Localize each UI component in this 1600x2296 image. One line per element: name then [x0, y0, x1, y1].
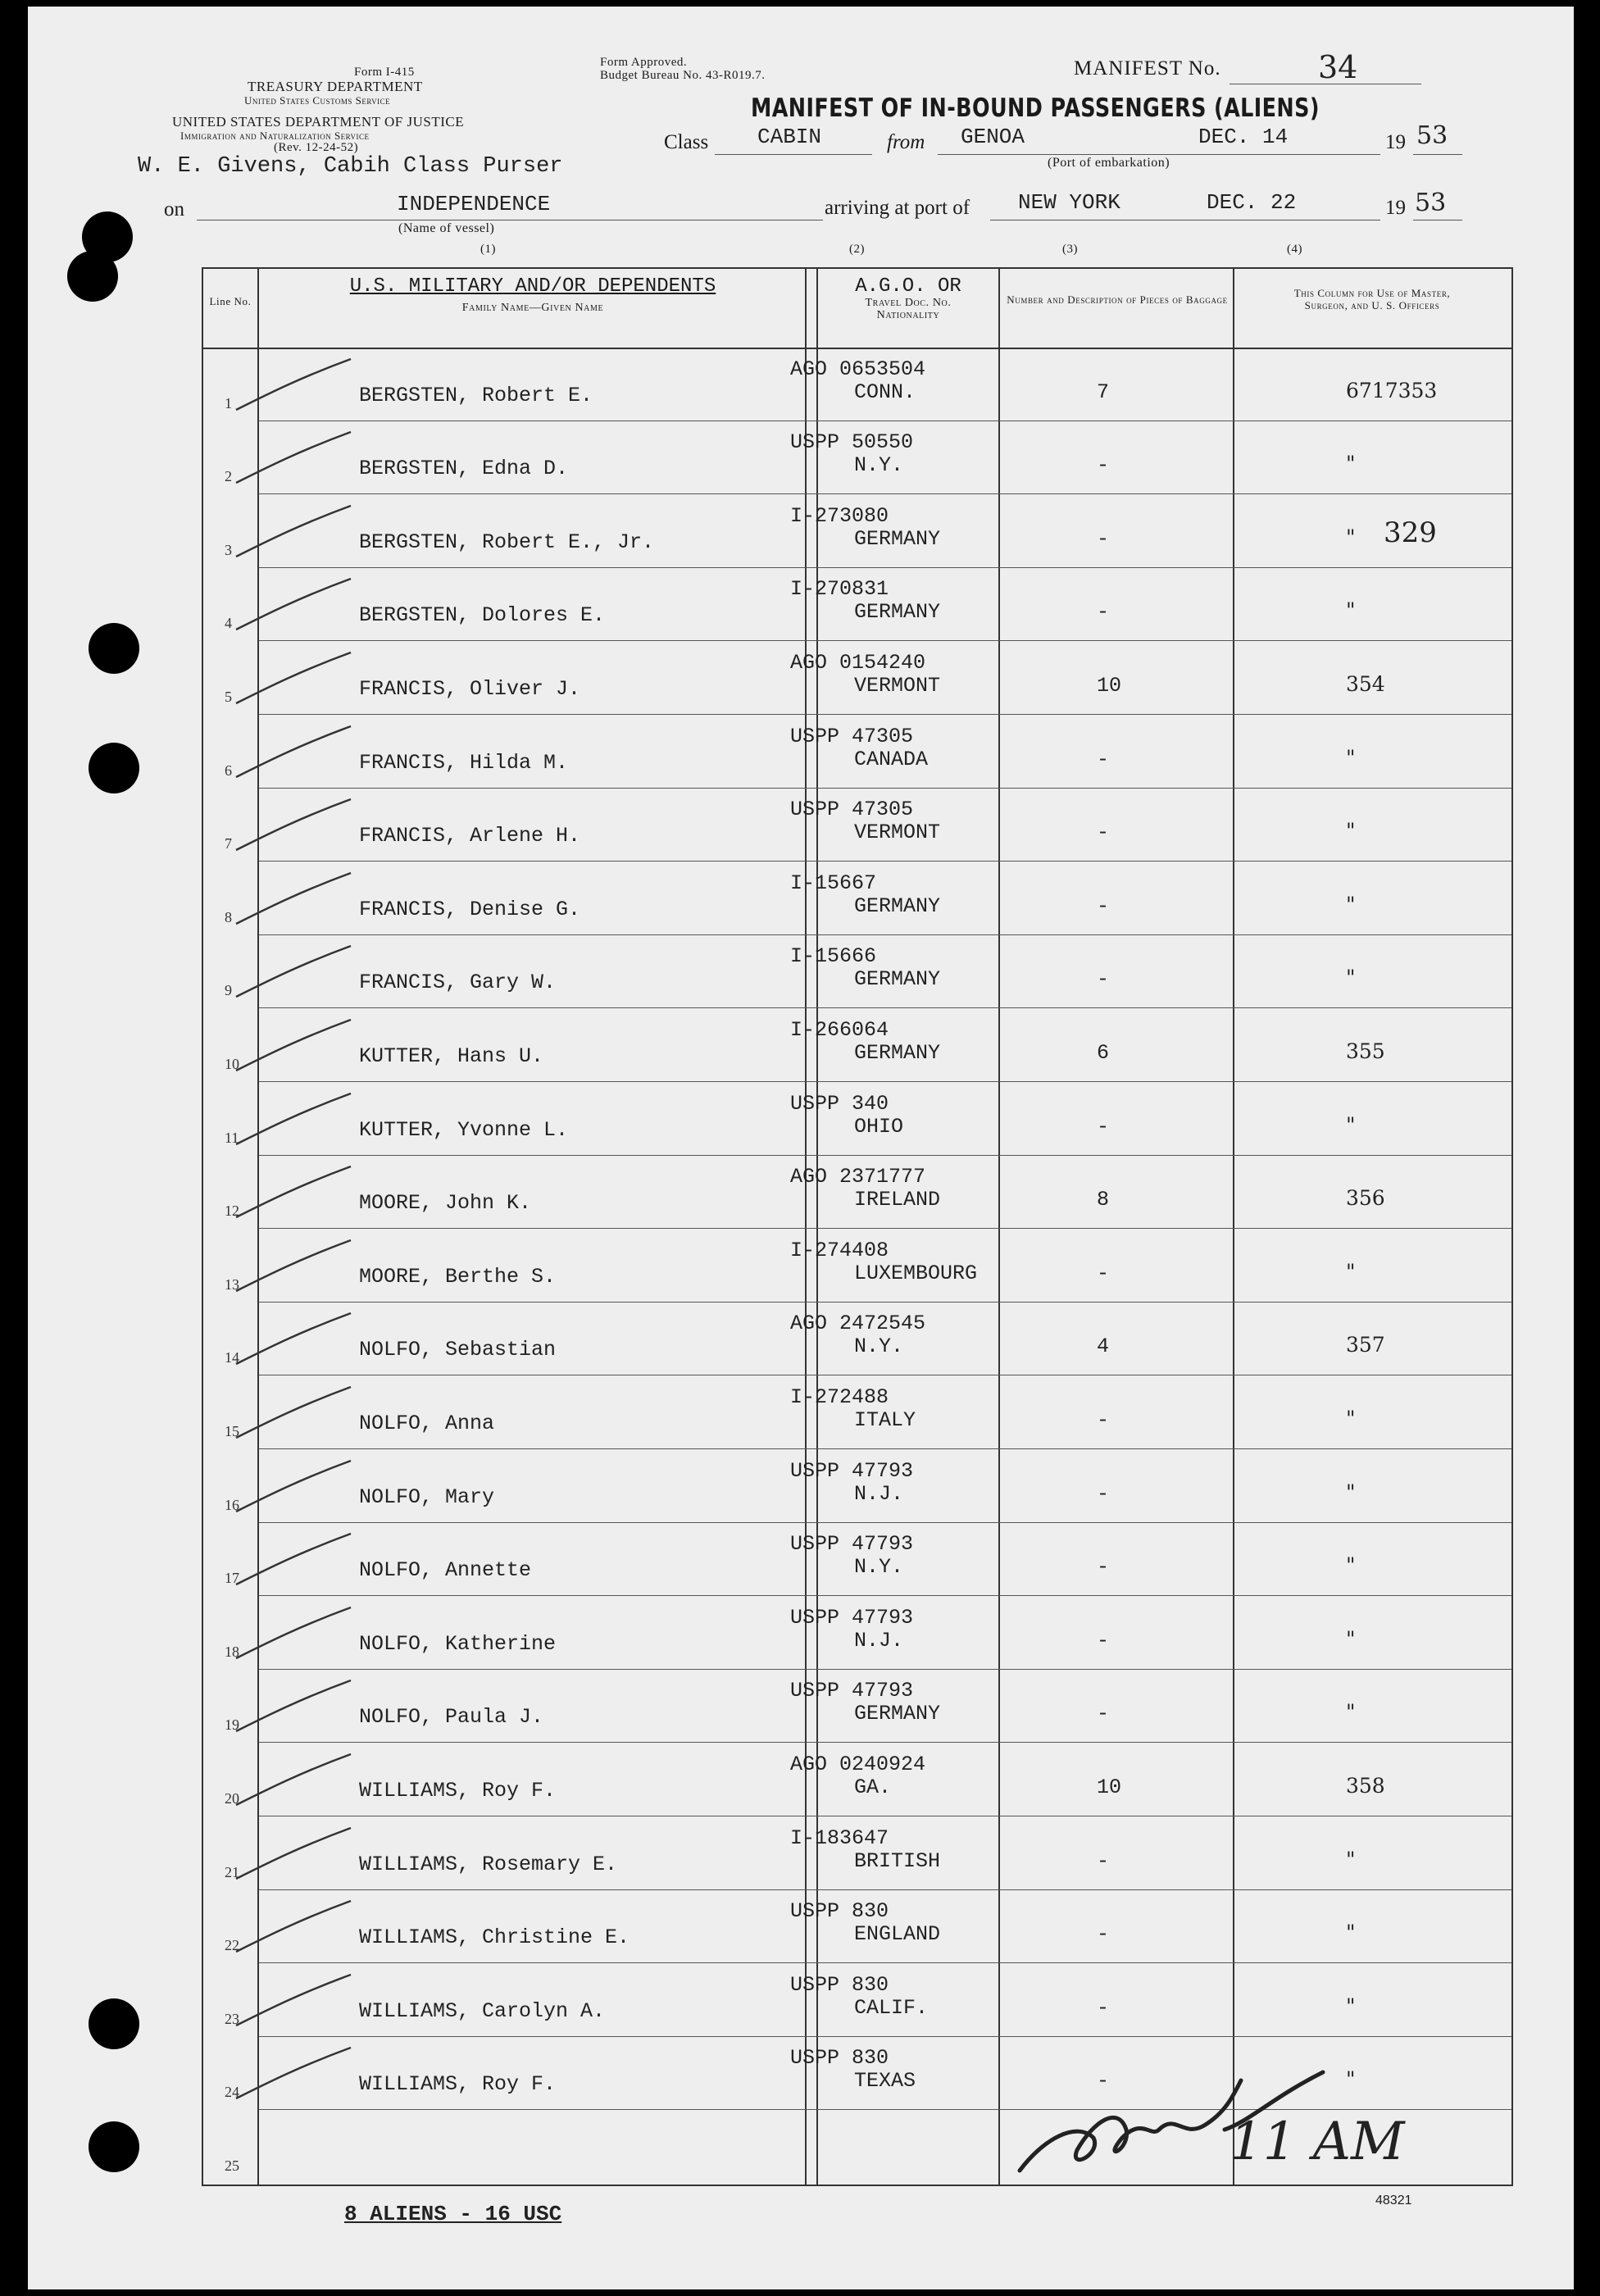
passenger-name: WILLIAMS, Rosemary E.: [359, 1852, 618, 1876]
table-row: [203, 1816, 1511, 1890]
header-col4: This Column for Use of Master, Surgeon, and U. S. Officers: [1293, 287, 1451, 311]
passenger-name: FRANCIS, Oliver J.: [359, 676, 581, 701]
travel-doc-no: AGO 2472545: [790, 1312, 926, 1336]
punch-hole-icon: [89, 2121, 139, 2172]
officer-column: ": [1346, 1480, 1356, 1504]
passenger-name: NOLFO, Anna: [359, 1411, 495, 1435]
table-row: [203, 1523, 1511, 1597]
baggage-count: -: [1097, 1261, 1110, 1285]
table-row: [203, 1156, 1511, 1230]
passenger-name: NOLFO, Annette: [359, 1558, 532, 1583]
line-number: 22: [225, 1937, 239, 1954]
passenger-name: WILLIAMS, Roy F.: [359, 2072, 557, 2097]
passenger-table: [202, 267, 1513, 2186]
travel-doc-no: USPP 47793: [790, 1679, 914, 1703]
passenger-name: BERGSTEN, Robert E.: [359, 383, 593, 407]
passenger-name: NOLFO, Katherine: [359, 1631, 557, 1656]
officer-column: ": [1346, 892, 1356, 916]
baggage-count: -: [1097, 1702, 1110, 1726]
officer-column: 354: [1346, 671, 1385, 696]
travel-doc-no: USPP 830: [790, 1899, 889, 1924]
line-number: 20: [225, 1789, 239, 1807]
line-number: 7: [225, 835, 232, 852]
line-number: 3: [225, 541, 232, 558]
nationality: N.Y.: [854, 453, 904, 478]
nationality: BRITISH: [854, 1848, 941, 1873]
embark-year-prefix: 19: [1385, 131, 1406, 153]
baggage-count: -: [1097, 967, 1110, 992]
passenger-name: NOLFO, Mary: [359, 1484, 495, 1509]
officer-column: ": [1346, 1847, 1356, 1871]
line-number: 24: [225, 2084, 239, 2101]
baggage-count: 10: [1097, 1775, 1122, 1799]
line-number: 17: [225, 1570, 239, 1587]
nationality: GERMANY: [854, 893, 941, 918]
travel-doc-no: AGO 0653504: [790, 357, 926, 381]
officer-column: 355: [1346, 1039, 1385, 1063]
nationality: GERMANY: [854, 1702, 941, 1726]
baggage-count: -: [1097, 1848, 1110, 1873]
travel-doc-no: USPP 830: [790, 2046, 889, 2071]
line-number: 12: [225, 1203, 239, 1220]
manifest-page: [28, 7, 1574, 2289]
officer-column: ": [1346, 1700, 1356, 1725]
baggage-count: 8: [1097, 1188, 1110, 1212]
passenger-name: FRANCIS, Arlene H.: [359, 824, 581, 848]
nationality: GERMANY: [854, 1040, 941, 1065]
arriving-label: arriving at port of: [825, 197, 970, 219]
port-embark-caption: (Port of embarkation): [1048, 156, 1170, 170]
class-value: CABIN: [757, 125, 822, 149]
header-col2-title: A.G.O. OR: [855, 275, 961, 298]
passenger-name: BERGSTEN, Robert E., Jr.: [359, 530, 655, 554]
check-mark-icon: [228, 646, 359, 712]
line-number: 5: [225, 688, 232, 705]
table-row: [203, 1670, 1511, 1744]
travel-doc-no: I-183647: [790, 1825, 889, 1850]
check-mark-icon: [228, 1527, 359, 1593]
table-row: [203, 1449, 1511, 1523]
officer-column: ": [1346, 1921, 1356, 1945]
table-row: [203, 421, 1511, 495]
budget-bureau: Budget Bureau No. 43-R019.7.: [600, 69, 766, 82]
officer-column: ": [1346, 966, 1356, 990]
officer-column: ": [1346, 1626, 1356, 1651]
nationality: N.J.: [854, 1628, 904, 1653]
officer-column: ": [1346, 1553, 1356, 1578]
officer-column: ": [1346, 2067, 1356, 2092]
passenger-name: BERGSTEN, Edna D.: [359, 457, 569, 481]
line-number: 2: [225, 468, 232, 485]
header-col1-title: U.S. MILITARY AND/OR DEPENDENTS: [349, 275, 716, 298]
line-number: 9: [225, 982, 232, 999]
table-row: [203, 1596, 1511, 1670]
header-col1-sub: Family Name—Given Name: [461, 302, 604, 314]
margin-number: 329: [1384, 516, 1437, 549]
baggage-count: -: [1097, 600, 1110, 625]
travel-doc-no: AGO 2371777: [790, 1165, 926, 1189]
baggage-count: -: [1097, 747, 1110, 771]
baggage-count: -: [1097, 821, 1110, 845]
line-number: 11: [225, 1129, 239, 1146]
passenger-name: WILLIAMS, Roy F.: [359, 1778, 557, 1803]
arrival-port: NEW YORK: [1018, 190, 1120, 215]
passenger-name: KUTTER, Hans U.: [359, 1043, 544, 1068]
vessel-name: INDEPENDENCE: [397, 192, 551, 216]
check-mark-icon: [228, 1821, 359, 1887]
travel-doc-no: USPP 47793: [790, 1532, 914, 1557]
travel-doc-no: USPP 340: [790, 1091, 889, 1116]
baggage-count: -: [1097, 1407, 1110, 1432]
nationality: TEXAS: [854, 2069, 916, 2094]
vessel-caption: (Name of vessel): [398, 221, 495, 235]
manifest-no-label: MANIFEST No.: [1074, 57, 1221, 80]
check-mark-icon: [228, 499, 359, 565]
serial-number: 48321: [1375, 2194, 1412, 2207]
line-number: 14: [225, 1349, 239, 1366]
baggage-count: 7: [1097, 380, 1110, 404]
table-row: [203, 1303, 1511, 1376]
officer-column: ": [1346, 598, 1356, 623]
nationality: LUXEMBOURG: [854, 1261, 978, 1285]
baggage-count: -: [1097, 1628, 1110, 1653]
passenger-name: FRANCIS, Gary W.: [359, 971, 557, 995]
baggage-count: -: [1097, 1922, 1110, 1947]
officer-column: 6717353: [1346, 378, 1438, 402]
line-number: 10: [225, 1055, 239, 1072]
treasury-dept: TREASURY DEPARTMENT: [248, 79, 423, 94]
check-mark-icon: [228, 1454, 359, 1520]
embark-date: DEC. 14: [1198, 125, 1289, 149]
check-mark-icon: [228, 425, 359, 491]
travel-doc-no: I-270831: [790, 577, 889, 602]
arrival-year-prefix: 19: [1385, 197, 1406, 219]
from-label: from: [887, 131, 925, 153]
officer-column: ": [1346, 1994, 1356, 2018]
baggage-count: -: [1097, 2069, 1110, 2094]
line-number: 13: [225, 1275, 239, 1293]
travel-doc-no: I-266064: [790, 1017, 889, 1042]
table-row: [203, 862, 1511, 935]
manifest-title: MANIFEST OF IN-BOUND PASSENGERS (ALIENS): [751, 93, 1320, 123]
travel-doc-no: USPP 47305: [790, 798, 914, 822]
line-number: 18: [225, 1643, 239, 1660]
passenger-name: BERGSTEN, Dolores E.: [359, 603, 606, 628]
check-mark-icon: [228, 1601, 359, 1666]
officer-column: 358: [1346, 1773, 1385, 1798]
travel-doc-no: USPP 47305: [790, 724, 914, 748]
nationality: VERMONT: [854, 673, 941, 698]
officer-column: ": [1346, 525, 1356, 549]
travel-doc-no: I-274408: [790, 1238, 889, 1262]
passenger-name: MOORE, Berthe S.: [359, 1264, 557, 1289]
footer-note: 8 ALIENS - 16 USC: [344, 2202, 562, 2226]
baggage-count: -: [1097, 526, 1110, 551]
officer-column: ": [1346, 1406, 1356, 1430]
line-number: 23: [225, 2010, 239, 2027]
col-num-4: (4): [1287, 243, 1302, 256]
form-approved: Form Approved.: [600, 56, 688, 69]
table-row: [203, 1890, 1511, 1964]
nationality: CALIF.: [854, 1995, 929, 2020]
handwritten-time: 11 AM: [1230, 2112, 1405, 2172]
baggage-count: 10: [1097, 673, 1122, 698]
check-mark-icon: [228, 1380, 359, 1446]
nationality: CANADA: [854, 747, 929, 771]
baggage-count: -: [1097, 893, 1110, 918]
baggage-count: -: [1097, 1995, 1110, 2020]
check-mark-icon: [228, 1234, 359, 1299]
travel-doc-no: I-15667: [790, 871, 877, 895]
baggage-count: -: [1097, 1481, 1110, 1506]
passenger-name: NOLFO, Sebastian: [359, 1338, 557, 1362]
line-number: 6: [225, 762, 232, 779]
travel-doc-no: USPP 47793: [790, 1605, 914, 1630]
nationality: GERMANY: [854, 526, 941, 551]
header-col2-sub: Travel Doc. No. Nationality: [865, 297, 952, 321]
officer-column: ": [1346, 819, 1356, 843]
table-row: [203, 348, 1511, 421]
travel-doc-no: I-272488: [790, 1384, 889, 1409]
punch-hole-icon: [67, 251, 118, 302]
passenger-name: FRANCIS, Denise G.: [359, 897, 581, 921]
embark-port: GENOA: [961, 125, 1025, 149]
line-number: 4: [225, 615, 232, 632]
officer-column: ": [1346, 1259, 1356, 1284]
passenger-name: WILLIAMS, Christine E.: [359, 1925, 630, 1950]
check-mark-icon: [228, 572, 359, 638]
travel-doc-no: AGO 0240924: [790, 1752, 926, 1776]
travel-doc-no: AGO 0154240: [790, 650, 926, 675]
passenger-name: NOLFO, Paula J.: [359, 1705, 544, 1730]
check-mark-icon: [228, 939, 359, 1005]
table-row: [203, 641, 1511, 715]
check-mark-icon: [228, 1748, 359, 1813]
table-row: [203, 568, 1511, 642]
nationality: GERMANY: [854, 967, 941, 992]
nationality: ITALY: [854, 1407, 916, 1432]
class-label: Class: [664, 131, 709, 153]
travel-doc-no: USPP 50550: [790, 430, 914, 455]
table-row: [203, 715, 1511, 789]
table-row: [203, 1008, 1511, 1082]
form-revision: (Rev. 12-24-52): [274, 141, 359, 154]
header-line-no: Line No.: [209, 295, 252, 307]
line-number: 8: [225, 908, 232, 925]
nationality: OHIO: [854, 1114, 904, 1139]
col-num-2: (2): [849, 243, 865, 256]
line-number: 25: [225, 2157, 239, 2174]
table-row: [203, 1375, 1511, 1449]
officer-column: ": [1346, 745, 1356, 770]
table-row: [203, 1743, 1511, 1816]
punch-hole-icon: [89, 1998, 139, 2049]
form-number: Form I-415: [354, 66, 415, 79]
nationality: VERMONT: [854, 821, 941, 845]
table-row: [203, 1082, 1511, 1156]
check-mark-icon: [228, 793, 359, 858]
punch-hole-icon: [89, 743, 139, 793]
check-mark-icon: [228, 1307, 359, 1372]
officer-column: ": [1346, 452, 1356, 476]
arrival-year: 53: [1415, 189, 1447, 217]
customs-service: United States Customs Service: [244, 94, 391, 107]
nationality: IRELAND: [854, 1188, 941, 1212]
col-num-3: (3): [1062, 243, 1078, 256]
line-number: 1: [225, 394, 232, 411]
col-num-1: (1): [480, 243, 496, 256]
line-number: 21: [225, 1863, 239, 1880]
check-mark-icon: [228, 1160, 359, 1225]
line-number: 19: [225, 1716, 239, 1734]
table-row: [203, 935, 1511, 1009]
passenger-name: FRANCIS, Hilda M.: [359, 750, 569, 775]
header-col3: Number and Description of Pieces of Baggage: [1007, 293, 1228, 306]
nationality: CONN.: [854, 380, 916, 404]
officer-column: ": [1346, 1112, 1356, 1137]
passenger-name: MOORE, John K.: [359, 1191, 532, 1216]
manifest-no-value: 34: [1318, 49, 1358, 85]
check-mark-icon: [228, 2041, 359, 2107]
nationality: GA.: [854, 1775, 892, 1799]
line-number: 16: [225, 1496, 239, 1513]
justice-dept: UNITED STATES DEPARTMENT OF JUSTICE: [172, 114, 465, 130]
nationality: ENGLAND: [854, 1922, 941, 1947]
officer-column: 357: [1346, 1333, 1385, 1357]
nationality: N.Y.: [854, 1334, 904, 1359]
travel-doc-no: I-15666: [790, 944, 877, 969]
baggage-count: -: [1097, 453, 1110, 478]
passenger-name: WILLIAMS, Carolyn A.: [359, 1998, 606, 2023]
check-mark-icon: [228, 1674, 359, 1739]
passenger-name: KUTTER, Yvonne L.: [359, 1117, 569, 1142]
check-mark-icon: [228, 1013, 359, 1079]
table-row: [203, 494, 1511, 568]
check-mark-icon: [228, 866, 359, 932]
table-row: [203, 1963, 1511, 2037]
officer-column: 356: [1346, 1186, 1385, 1211]
officer-signature: [979, 2048, 1389, 2203]
travel-doc-no: USPP 830: [790, 1972, 889, 1997]
arrival-date: DEC. 22: [1207, 190, 1297, 215]
nationality: N.Y.: [854, 1555, 904, 1580]
table-row: [203, 1229, 1511, 1303]
ins-name: Immigration and Naturalization Service: [180, 130, 370, 142]
embark-year: 53: [1416, 121, 1448, 150]
check-mark-icon: [228, 352, 359, 418]
baggage-count: 6: [1097, 1040, 1110, 1065]
punch-hole-icon: [89, 623, 139, 674]
purser-name: W. E. Givens, Cabih Class Purser: [138, 154, 563, 179]
table-row: [203, 789, 1511, 862]
baggage-count: -: [1097, 1555, 1110, 1580]
on-label: on: [164, 198, 184, 221]
check-mark-icon: [228, 1968, 359, 2034]
check-mark-icon: [228, 1894, 359, 1960]
check-mark-icon: [228, 720, 359, 785]
line-number: 15: [225, 1422, 239, 1439]
travel-doc-no: I-273080: [790, 503, 889, 528]
baggage-count: -: [1097, 1114, 1110, 1139]
travel-doc-no: USPP 47793: [790, 1458, 914, 1483]
nationality: N.J.: [854, 1481, 904, 1506]
baggage-count: 4: [1097, 1334, 1110, 1359]
check-mark-icon: [228, 1087, 359, 1153]
nationality: GERMANY: [854, 600, 941, 625]
